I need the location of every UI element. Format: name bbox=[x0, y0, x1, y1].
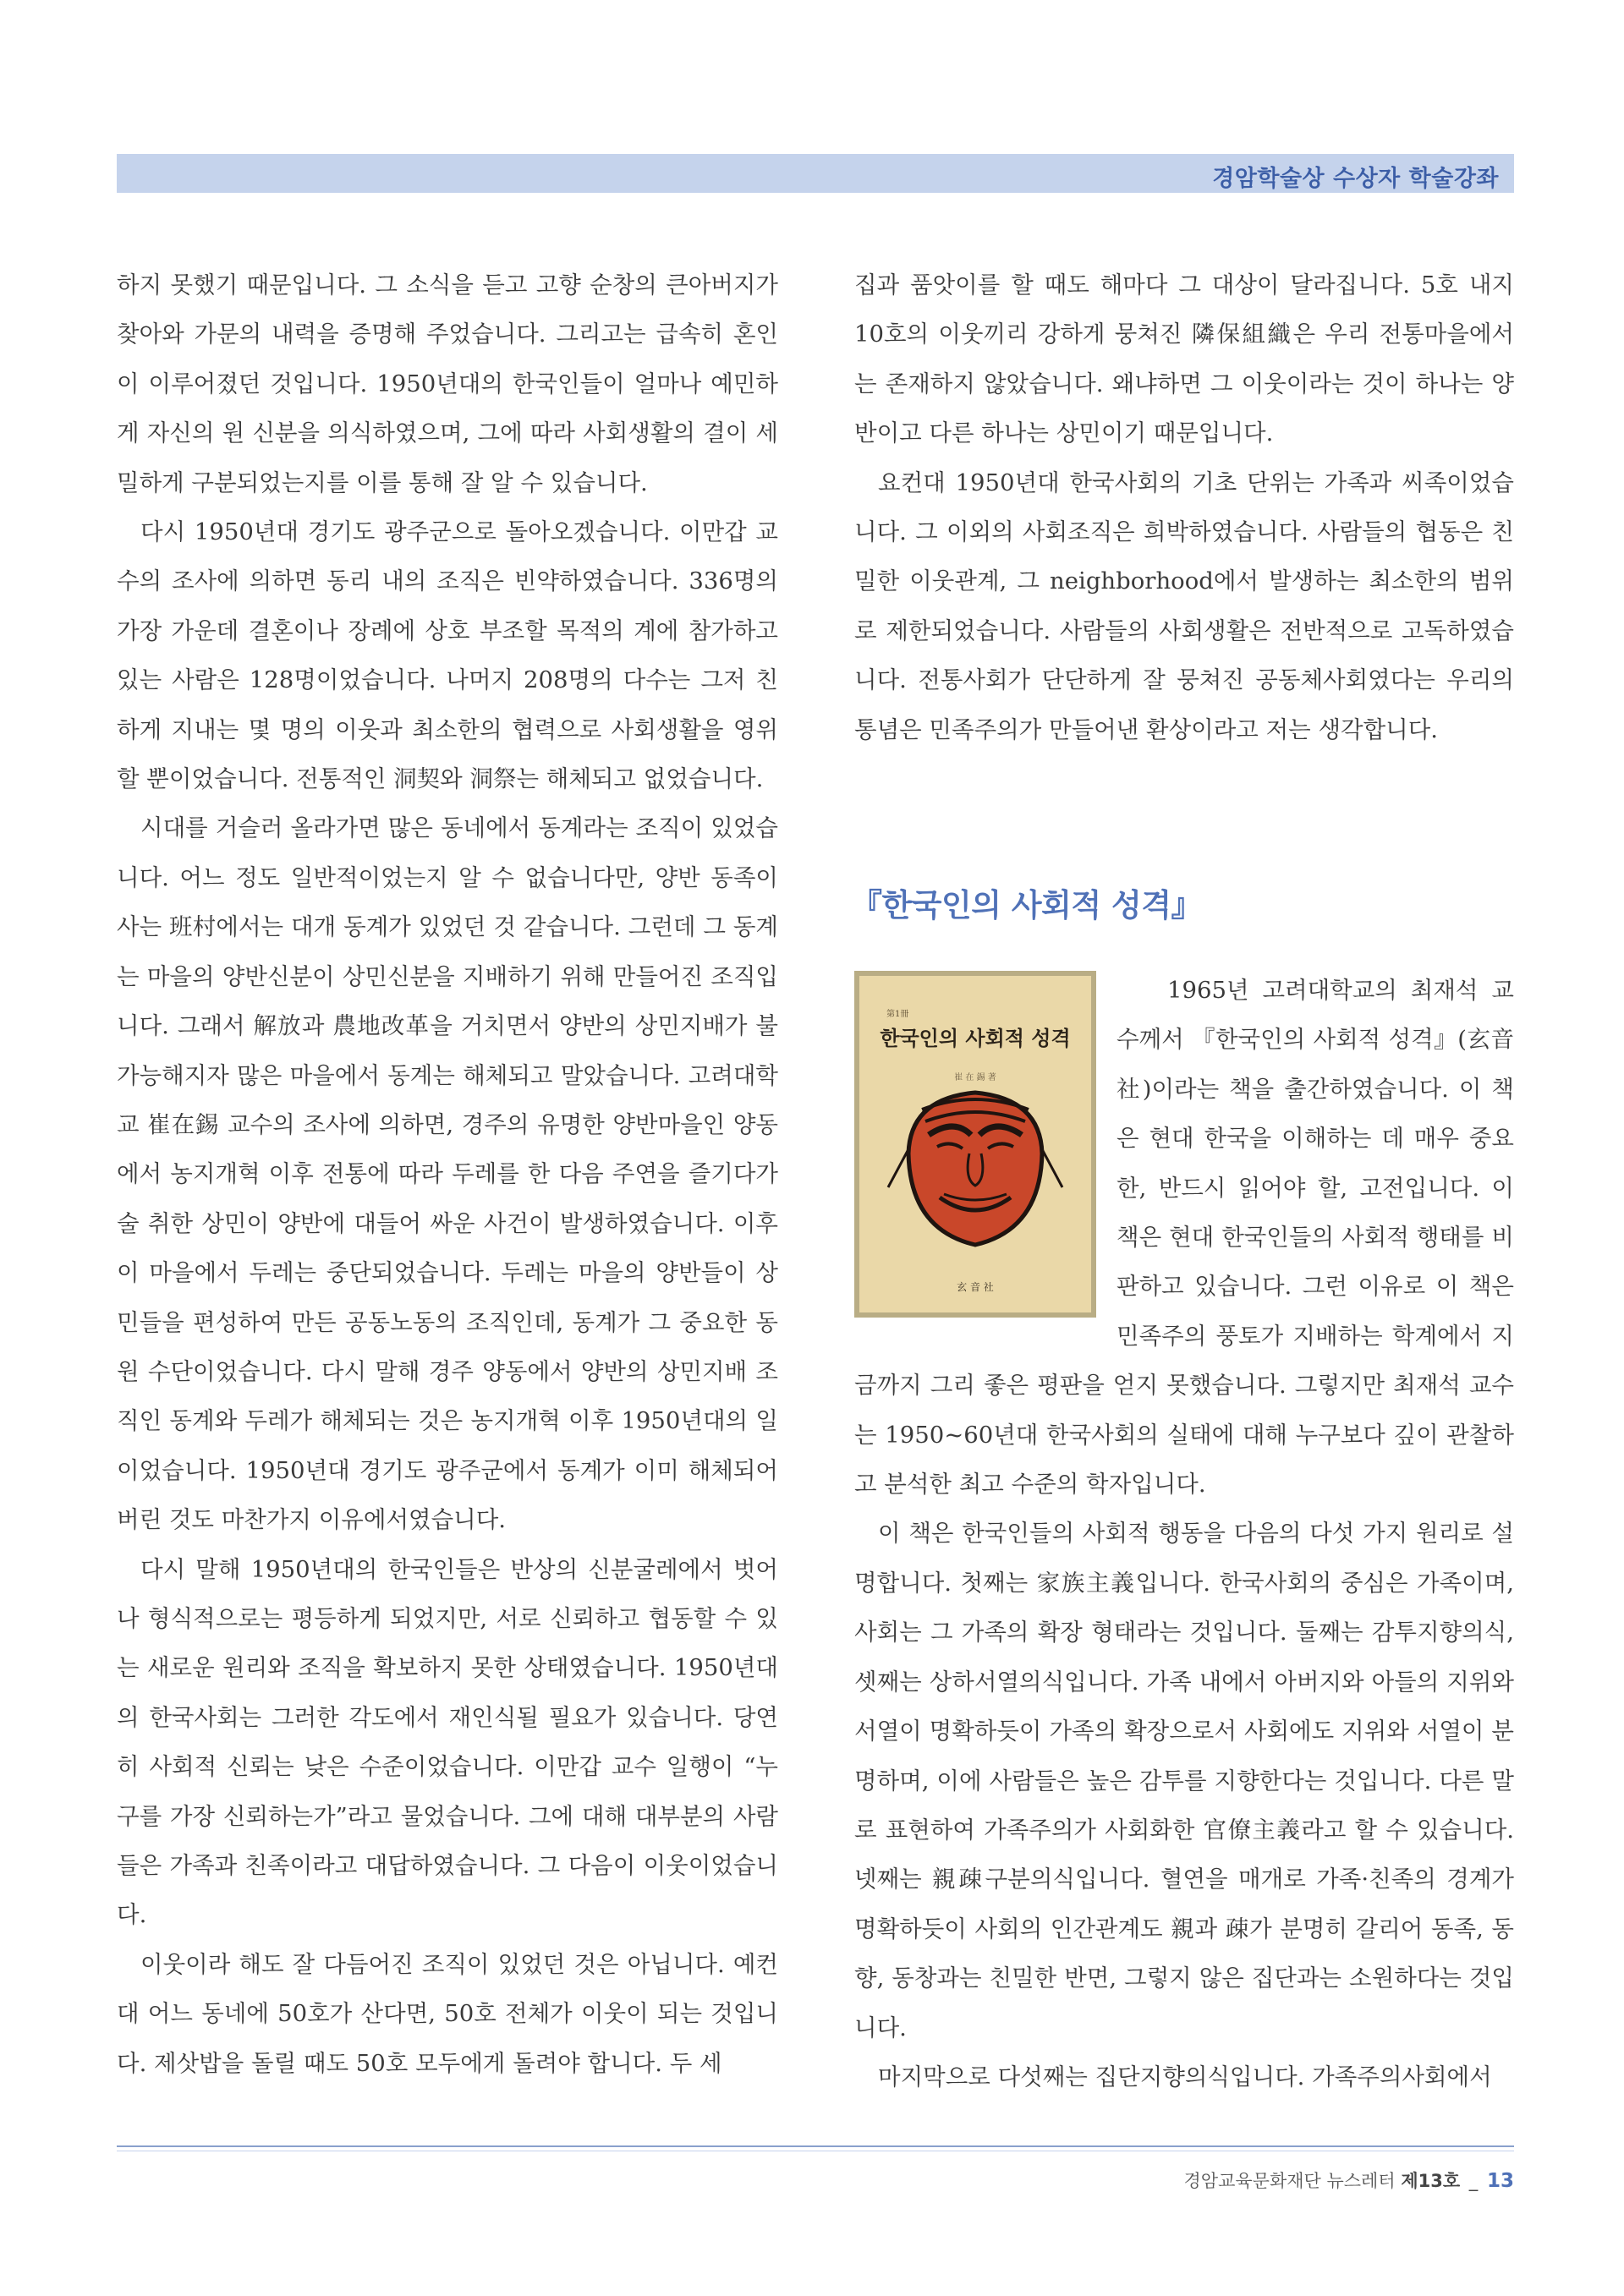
left-paragraph-3: 시대를 거슬러 올라가면 많은 동네에서 동계라는 조직이 있었습니다. 어느 정도 일반적이었는지 알 수 없습니다만, 양반 동족이 사는 班村에서는 대개 동계가 있었던 것 같습니다. 그런데 그 동계는 마을의 양반신분이 상민신분을 지배하기 위해 만들어진 조직입니다. 그래서 解放과 農地改革을 거치면서 양반의 상민지배가 불가능해지자 많은 마을에서 동계는 해체되고 말았습니다. 고려대학교 崔在錫 교수의 조사에 의하면, 경주의 유명한 양반마을인 양동에서 농지개혁 이후 전통에 따라 두레를 한 다음 주연을 즐기다가 술 취한 상민이 양반에 대들어 싸운 사건이 발생하였습니다. 이후 이 마을에서 두레는 중단되었습니다. 두레는 마을의 양반들이 상민들을 편성하여 만든 공동노동의 조직인데, 동계가 그 중요한 동원 수단이었습니다. 다시 말해 경주 양동에서 양반의 상민지배 조직인 동계와 두레가 해체되는 것은 농지개혁 이후 1950년대의 일이었습니다. 1950년대 경기도 광주군에서 동계가 이미 해체되어 버린 것도 마찬가지 이유에서였습니다. bbox=[117, 814, 778, 1534]
page-number: 13 bbox=[1486, 2170, 1514, 2192]
book-cover-image bbox=[854, 971, 1096, 1318]
left-paragraph-1: 하지 못했기 때문입니다. 그 소식을 듣고 고향 순창의 큰아버지가 찾아와 가문의 내력을 증명해 주었습니다. 그리고는 급속히 혼인이 이루어졌던 것입니다. 1950년대의 한국인들이 얼마나 예민하게 자신의 원 신분을 의식하였으며, 그에 따라 사회생활의 결이 세밀하게 구분되었는지를 이를 통해 잘 알 수 있습니다. bbox=[117, 271, 778, 496]
book-cover-publisher: 玄 音 社 bbox=[957, 1281, 994, 1293]
section-paragraph-3: 마지막으로 다섯째는 집단지향의식입니다. 가족주의사회에서 bbox=[878, 2063, 1492, 2091]
right-paragraph-1: 집과 품앗이를 할 때도 해마다 그 대상이 달라집니다. 5호 내지 10호의 이웃끼리 강하게 뭉쳐진 隣保組織은 우리 전통마을에서는 존재하지 않았습니다. 왜냐하면 그 이웃이라는 것이 하나는 양반이고 다른 하나는 상민이기 때문입니다. bbox=[854, 271, 1514, 447]
footer-publisher: 경암교육문화재단 뉴스레터 bbox=[1183, 2171, 1396, 2191]
footer bbox=[1184, 2167, 1514, 2193]
right-column bbox=[854, 260, 1514, 754]
book-cover-title: 한국인의 사회적 성격 bbox=[880, 1026, 1071, 1050]
right-paragraph-2: 요컨대 1950년대 한국사회의 기초 단위는 가족과 씨족이었습니다. 그 이외의 사회조직은 희박하였습니다. 사람들의 협동은 친밀한 이웃관계, 그 neighborhood에서 발생하는 최소한의 범위로 제한되었습니다. 사람들의 사회생활은 전반적으로 고독하였습니다. 전통사회가 단단하게 잘 뭉쳐진 공동체사회였다는 우리의 통념은 민족주의가 만들어낸 환상이라고 저는 생각합니다. bbox=[854, 469, 1514, 743]
section-title: 『한국인의 사회적 성격』 bbox=[851, 887, 1202, 923]
footer-issue: 제13호 bbox=[1401, 2171, 1461, 2191]
section-paragraph-1: 1965년 고려대학교의 최재석 교수께서 『한국인의 사회적 성격』(玄音社)이라는 책을 출간하였습니다. 이 책은 현대 한국을 이해하는 데 매우 중요한, 반드시 읽어야 할, 고전입니다. 이 책은 현대 한국인들의 사회적 행태를 비판하고 있습니다. 그런 이유로 이 책은 민족주의 풍토가 지배하는 학계에서 지금까지 그리 좋은 평판을 얻지 못했습니다. 그렇지만 최재석 교수는 1950~60년대 한국사회의 실태에 대해 누구보다 깊이 관찰하고 분석한 최고 수준의 학자입니다. bbox=[854, 977, 1514, 1499]
left-paragraph-4: 다시 말해 1950년대의 한국인들은 반상의 신분굴레에서 벗어나 형식적으로는 평등하게 되었지만, 서로 신뢰하고 협동할 수 있는 새로운 원리와 조직을 확보하지 못한 상태였습니다. 1950년대의 한국사회는 그러한 각도에서 재인식될 필요가 있습니다. 당연히 사회적 신뢰는 낮은 수준이었습니다. 이만갑 교수 일행이 “누구를 가장 신뢰하는가”라고 물었습니다. 그에 대해 대부분의 사람들은 가족과 친족이라고 대답하였습니다. 그 다음이 이웃이었습니다. bbox=[117, 1555, 778, 1929]
book-section-body bbox=[854, 966, 1514, 2101]
book-cover-label: 第1冊 bbox=[886, 1010, 909, 1019]
left-column bbox=[117, 260, 778, 2088]
footer-rule bbox=[117, 2145, 1514, 2147]
header-title: 경암학술상 수상자 학술강좌 bbox=[1212, 166, 1499, 192]
footer-separator: _ bbox=[1468, 2171, 1479, 2191]
book-cover-author: 崔 在 錫 著 bbox=[954, 1073, 996, 1082]
header-bar bbox=[117, 154, 1514, 193]
section-paragraph-2: 이 책은 한국인들의 사회적 행동을 다음의 다섯 가지 원리로 설명합니다. 첫째는 家族主義입니다. 한국사회의 중심은 가족이며, 사회는 그 가족의 확장 형태라는 것입니다. 둘째는 감투지향의식, 셋째는 상하서열의식입니다. 가족 내에서 아버지와 아들의 지위와 서열이 명확하듯이 가족의 확장으로서 사회에도 지위와 서열이 분명하며, 이에 사람들은 높은 감투를 지향한다는 것입니다. 다른 말로 표현하여 가족주의가 사회화한 官僚主義라고 할 수 있습니다. 넷째는 親疎구분의식입니다. 혈연을 매개로 가족·친족의 경계가 명확하듯이 사회의 인간관계도 親과 疎가 분명히 갈리어 동족, 동향, 동창과는 친밀한 반면, 그렇지 않은 집단과는 소원하다는 것입니다. bbox=[854, 1520, 1514, 2041]
left-paragraph-5: 이웃이라 해도 잘 다듬어진 조직이 있었던 것은 아닙니다. 예컨대 어느 동네에 50호가 산다면, 50호 전체가 이웃이 되는 것입니다. 제삿밥을 돌릴 때도 50호 모두에게 돌려야 합니다. 두 세 bbox=[117, 1950, 778, 2077]
left-paragraph-2: 다시 1950년대 경기도 광주군으로 돌아오겠습니다. 이만갑 교수의 조사에 의하면 동리 내의 조직은 빈약하였습니다. 336명의 가장 가운데 결혼이나 장례에 상호 부조할 목적의 계에 참가하고 있는 사람은 128명이었습니다. 나머지 208명의 다수는 그저 친하게 지내는 몇 명의 이웃과 최소한의 협력으로 사회생활을 영위할 뿐이었습니다. 전통적인 洞契와 洞祭는 해체되고 없었습니다. bbox=[117, 518, 778, 793]
